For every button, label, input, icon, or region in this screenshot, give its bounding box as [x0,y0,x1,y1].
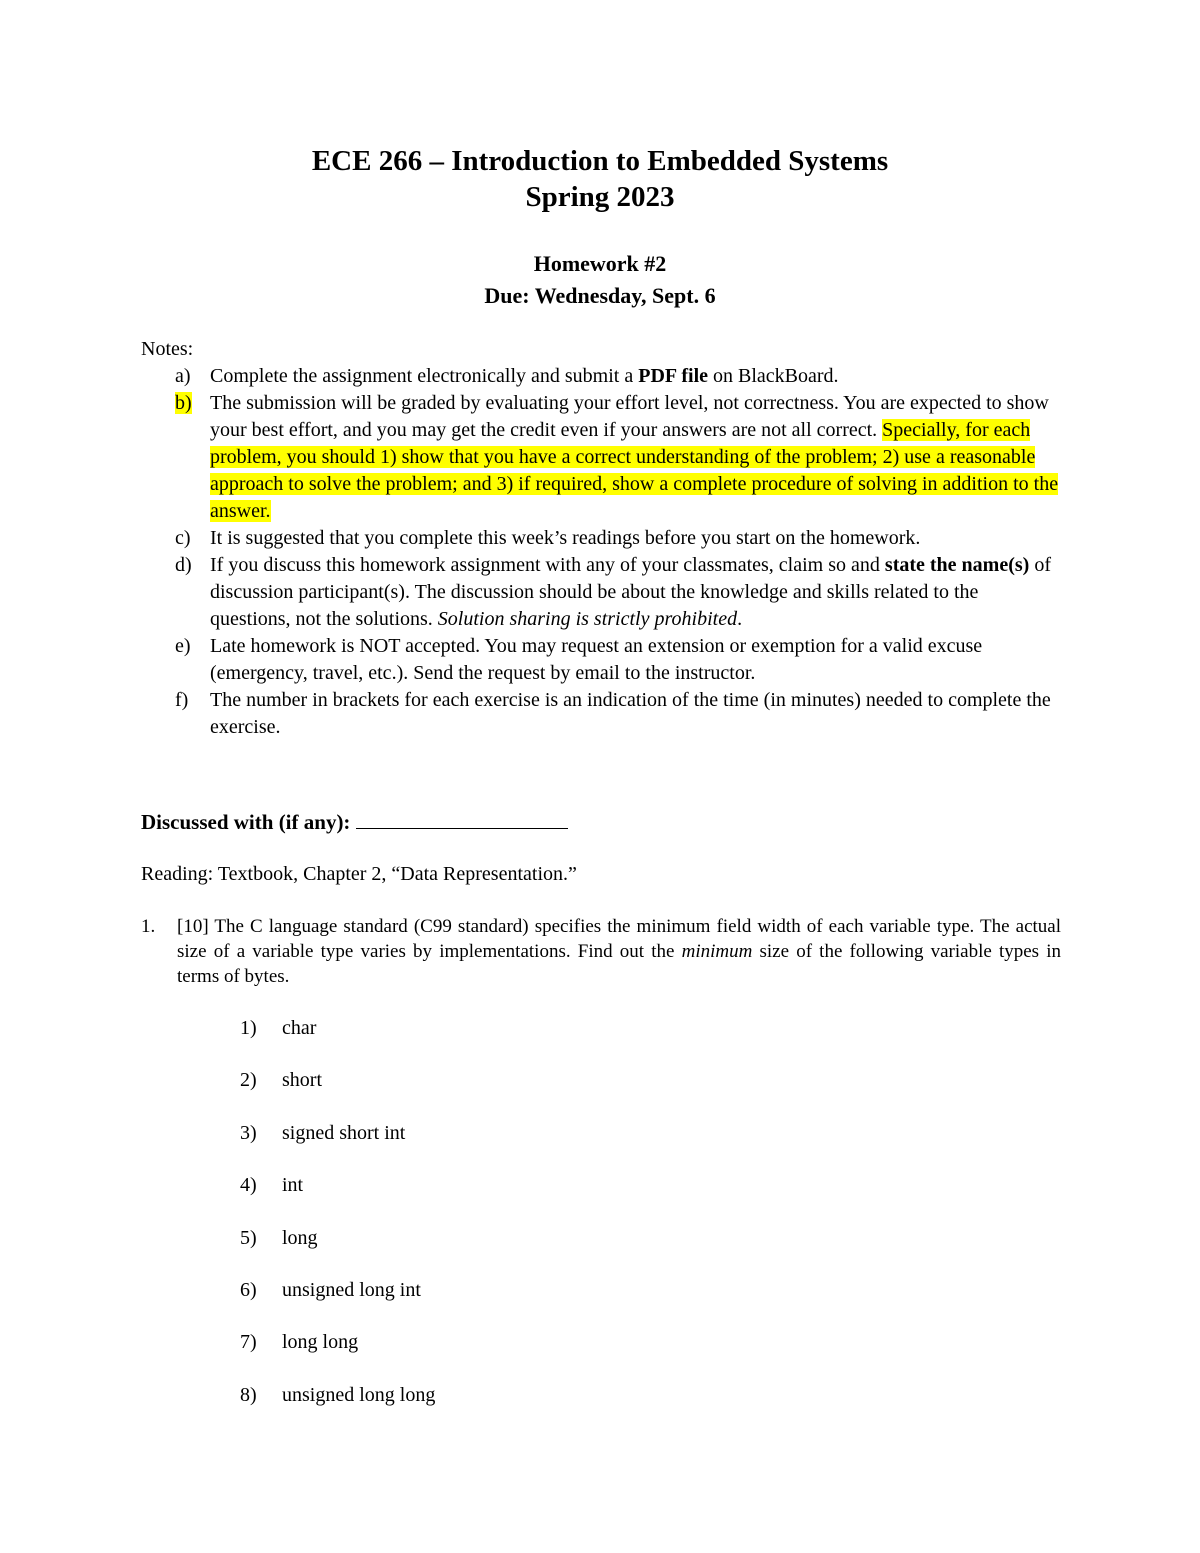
notes-list [141,363,1061,741]
item-number: 7) [240,1331,257,1354]
list-item [240,1382,740,1434]
due-date: Due: Wednesday, Sept. 6 [484,283,716,308]
note-c [141,525,1061,552]
note-body [210,363,1060,390]
list-item [240,1067,740,1119]
item-type: unsigned long long [282,1383,436,1406]
course-title: ECE 266 – Introduction to Embedded Systems [311,145,889,177]
item-type: long long [282,1331,359,1354]
note-italic: Solution sharing is strictly prohibited [437,608,738,630]
list-item [240,1015,740,1067]
note-a [141,363,1061,390]
variable-type-list [240,1015,740,1434]
item-type: short [282,1069,322,1092]
question-text: size of the following variable types in terms of bytes. [177,941,1061,987]
note-b [141,390,1061,525]
item-type: signed short int [282,1121,406,1144]
note-text: of discussion participant(s). The discussion should be about the knowledge and skills related to the questions, not the solutions. [210,554,1051,630]
note-body: The number in brackets for each exercise is an indication of the time (in minutes) needed to complete the exercise. [210,689,1051,738]
note-text: on BlackBoard. [708,365,839,387]
reading-assignment: Reading: Textbook, Chapter 2, “Data Representation.” [141,863,577,885]
item-number: 2) [240,1069,257,1092]
notes-label: Notes: [141,338,194,360]
note-body [210,390,1060,525]
item-type: unsigned long int [282,1278,421,1301]
item-type: int [282,1174,304,1197]
note-marker: a) [175,365,191,387]
item-type: char [282,1017,317,1039]
item-number: 8) [240,1383,257,1406]
note-marker: c) [175,527,191,549]
question-number: 1. [141,916,156,937]
note-d [141,552,1061,633]
question-body [177,914,1061,989]
note-bold: PDF file [638,365,709,387]
note-marker: f) [175,689,189,711]
note-text: If you discuss this homework assignment with any of your classmates, claim so and [210,554,885,576]
item-number: 1) [240,1017,257,1039]
note-highlighted-text: Specially, for each problem, you should 1) show that you have a correct understanding of the problem; 2) use a reasonable approach to solve the problem; and 3) if required, show a complete procedure of solving in addition to the answer. [210,419,1059,522]
note-marker: e) [175,635,191,657]
list-item [240,1225,740,1277]
note-text: Complete the assignment electronically and submit a [210,365,639,387]
list-item [240,1120,740,1172]
note-body: Late homework is NOT accepted. You may request an extension or exemption for a valid excuse (emergency, travel, etc.). Send the request by email to the instructor. [210,635,983,684]
discussed-label: Discussed with (if any): [141,810,351,834]
homework-number: Homework #2 [533,251,667,276]
item-number: 6) [240,1278,257,1301]
note-marker [141,390,210,525]
note-text: The submission will be graded by evaluating your effort level, not correctness. You are expected to show your best effort, and you may get the credit even if your answers are not all correct. [210,392,1049,441]
question-1 [141,914,1061,989]
term-title: Spring 2023 [525,181,675,213]
question-italic: minimum [681,941,753,962]
note-body: It is suggested that you complete this week’s readings before you start on the homework. [210,527,921,549]
note-body [210,552,1060,633]
discussed-with [141,808,568,836]
note-f [141,687,1061,741]
item-number: 4) [240,1174,257,1197]
note-marker-highlight: b) [175,392,192,414]
item-number: 3) [240,1121,257,1144]
list-item [240,1172,740,1224]
list-item [240,1329,740,1381]
question-text: [10] The C language standard (C99 standard) specifies the minimum field width of each variable type. The actual size of a variable type varies by implementations. Find out the [177,916,1061,962]
list-item [240,1277,740,1329]
item-type: long [282,1226,318,1249]
note-marker: d) [175,554,192,576]
note-text: . [737,608,743,630]
note-bold: state the name(s) [884,554,1030,576]
note-e [141,633,1061,687]
discussed-blank-line [356,808,568,829]
item-number: 5) [240,1226,257,1249]
